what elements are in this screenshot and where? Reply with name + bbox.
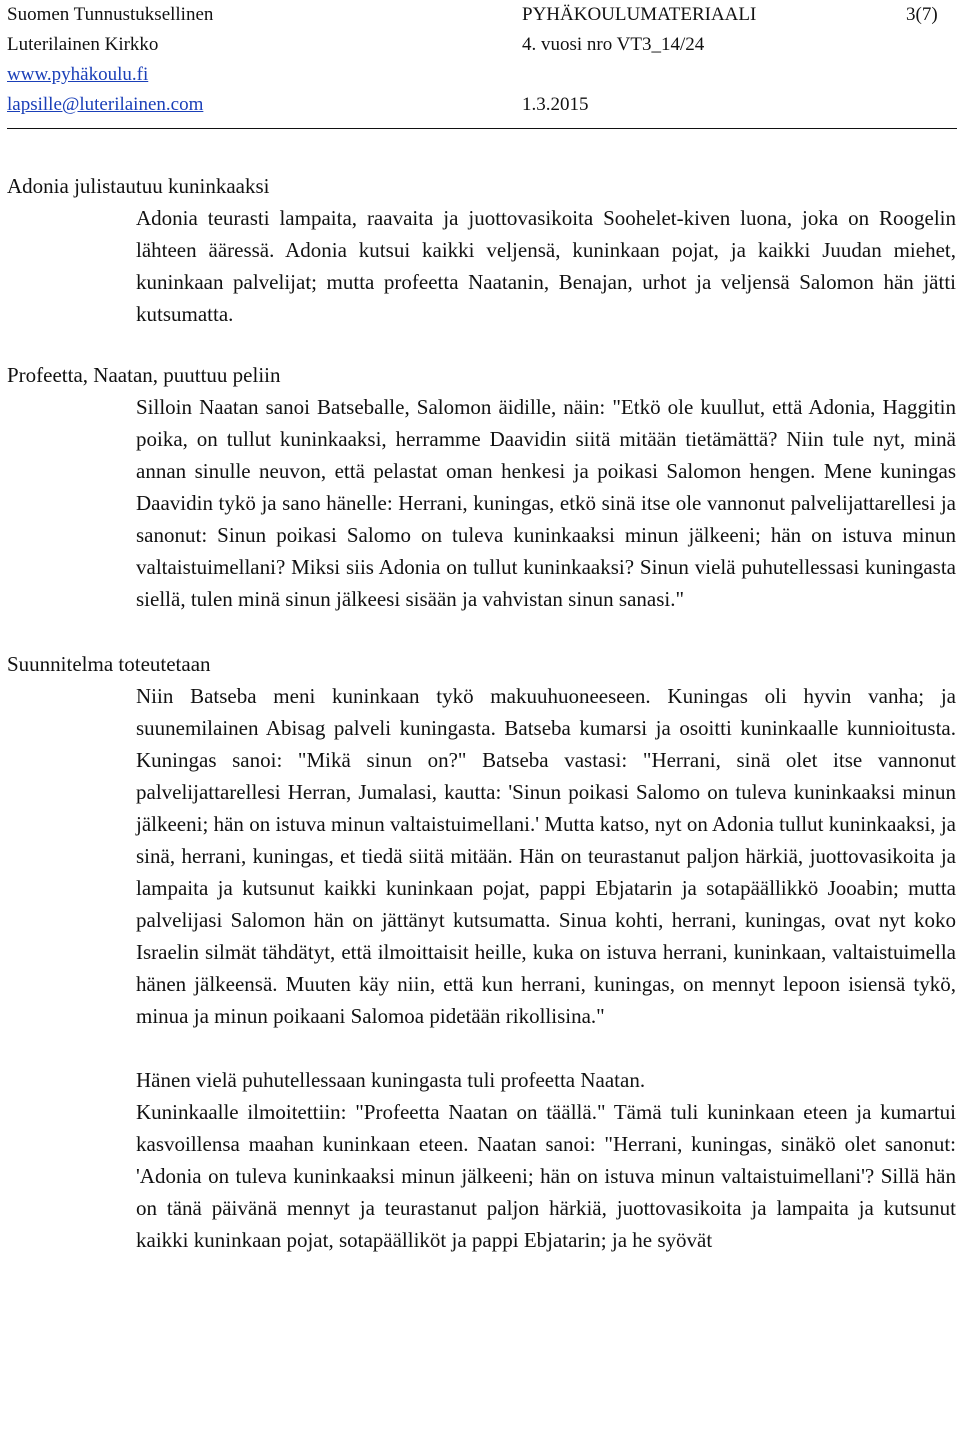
document-body bbox=[0, 170, 960, 1256]
page-number: 3(7) bbox=[906, 4, 938, 25]
section-1-paragraph: Adonia teurasti lampaita, raavaita ja juottovasikoita Soohelet-kiven luona, joka on Roogelin lähteen ääressä. Adonia kutsui kaikki veljensä, kuninkaan pojat, ja kaikki Juudan miehet, kuninkaan palvelijat; mutta profeetta Naatanin, Benajan, urhot ja veljensä Salomon hän jätti kutsumatta. bbox=[136, 206, 956, 326]
website-link[interactable]: www.pyhäkoulu.fi bbox=[7, 64, 149, 85]
header-left bbox=[7, 0, 213, 120]
section-3-paragraph-3: Kuninkaalle ilmoitettiin: "Profeetta Naatan on täällä." Tämä tuli kuninkaan eteen ja kumartui kasvoillensa maahan kuninkaan eteen. Naatan sanoi: "Herrani, kuningas, sinäkö olet sanonut: 'Adonia on tuleva kuninkaaksi minun jälkeeni; hän on istuva minun valtaistuimellani'? Sillä hän on tänä päivänä mennyt ja teurastanut paljon härkiä, juottovasikoita ja lampaita ja kutsunut kaikki kuninkaan pojat, sotapäälliköt ja pappi Ebjatarin; ja he syövät bbox=[136, 1100, 956, 1252]
section-3-paragraph-1: Niin Batseba meni kuninkaan tykö makuuhuoneeseen. Kuningas oli hyvin vanha; ja suunemilainen Abisag palveli kuningasta. Batseba kumarsi ja osoitti kuninkaalle kunnioitusta. Kuningas sanoi: "Mikä sinun on?" Batseba vastasi: "Herrani, sinä olet itse vannonut palvelijattarellesi Herran, Jumalasi, kautta: 'Sinun poikasi Salomo on tuleva kuninkaaksi minun jälkeeni; hän on istuva minun valtaistuimellani.' Mutta katso, nyt on Adonia tullut kuninkaaksi, ja sinä, herrani, kuningas, et tiedä siitä mitään. Hän on teurastanut paljon härkiä, juottovasikoita ja lampaita ja kutsunut kaikki kuninkaan pojat, pappi Ebjatarin ja sotapäällikkö Jooabin; mutta palvelijasi Salomon hän on jättänyt kutsumatta. Sinua kohti, herrani, kuningas, ovat nyt koko Israelin silmät tähdätyt, että ilmoittaisit heille, kuka on istuva herrani, kuninkaan, valtaistuimella hänen jälkeensä. Muuten käy niin, että kun herrani, kuningas, on mennyt lepoon isiensä tykö, minua ja minun poikaani Salomoa pidetään rikollisina." bbox=[136, 684, 956, 1028]
header-middle bbox=[522, 0, 756, 120]
org-name-line2: Luterilainen Kirkko bbox=[7, 34, 159, 55]
section-2-paragraph: Silloin Naatan sanoi Batseballe, Salomon äidille, näin: "Etkö ole kuullut, että Adonia, Haggitin poika, on tullut kuninkaaksi, herramme Daavidin siitä mitään tietämättä? Niin tule nyt, minä annan sinulle neuvon, että pelastat oman henkesi ja poikasi Salomon hengen. Mene kuningas Daavidin tykö ja sano hänelle: Herrani, kuningas, etkö sinä itse ole vannonut palvelijattarellesi ja sanonut: Sinun poikasi Salomo on tuleva kuninkaaksi minun jälkeeni; hän on istuva minun valtaistuimellani? Miksi siis Adonia on tullut kuninkaaksi? Sinun vielä puhutellessasi kuningasta siellä, tulen minä sinun jälkeesi sisään ja vahvistan sinun sanasi." bbox=[136, 395, 956, 611]
org-name-line1: Suomen Tunnustuksellinen bbox=[7, 4, 214, 25]
document-date: 1.3.2015 bbox=[522, 94, 589, 115]
section-heading-1: Adonia julistautuu kuninkaaksi bbox=[7, 174, 270, 198]
section-3-paragraph-2: Hänen vielä puhutellessaan kuningasta tuli profeetta Naatan. bbox=[136, 1068, 646, 1092]
header-right bbox=[906, 0, 938, 30]
material-code: 4. vuosi nro VT3_14/24 bbox=[522, 34, 705, 55]
header-divider bbox=[7, 128, 957, 129]
email-link[interactable]: lapsille@luterilainen.com bbox=[7, 94, 204, 115]
section-heading-3: Suunnitelma toteutetaan bbox=[7, 652, 211, 676]
material-title: PYHÄKOULUMATERIAALI bbox=[522, 4, 757, 25]
section-heading-2: Profeetta, Naatan, puuttuu peliin bbox=[7, 363, 281, 387]
